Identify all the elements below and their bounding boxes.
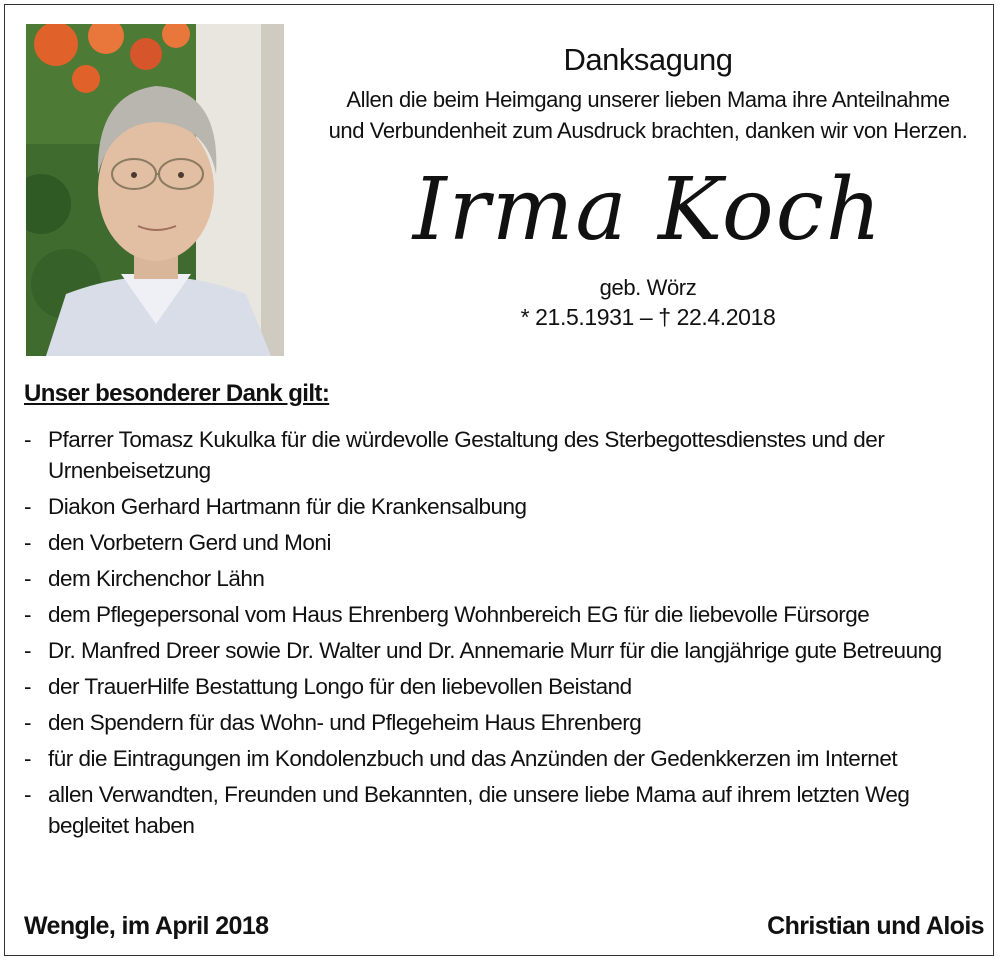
life-dates: * 21.5.1931 – † 22.4.2018 — [520, 304, 776, 330]
list-item: - den Vorbetern Gerd und Moni — [24, 527, 984, 558]
list-item: - Pfarrer Tomasz Kukulka für die würdevolle Gestaltung des Sterbegottesdienstes und der Urnenbeisetzung — [24, 424, 984, 486]
notice-title: Danksagung — [563, 42, 733, 77]
intro-text — [300, 84, 996, 146]
intro-line: und Verbundenheit zum Ausdruck brachten, danken wir von Herzen. — [328, 118, 968, 143]
list-item: - allen Verwandten, Freunden und Bekannten, die unsere liebe Mama auf ihrem letzten Weg begleitet haben — [24, 779, 984, 841]
portrait-photo — [26, 24, 284, 356]
place-date: Wengle, im April 2018 — [24, 912, 269, 940]
thanks-heading: Unser besonderer Dank gilt: — [24, 380, 330, 407]
list-item: - für die Eintragungen im Kondolenzbuch und das Anzünden der Gedenkkerzen im Internet — [24, 743, 984, 774]
list-item: - dem Pflegepersonal vom Haus Ehrenberg Wohnbereich EG für die liebevolle Fürsorge — [24, 599, 984, 630]
deceased-name: Irma Koch — [412, 160, 884, 260]
maiden-name: geb. Wörz — [599, 275, 697, 300]
list-item: - dem Kirchenchor Lähn — [24, 563, 984, 594]
intro-line: Allen die beim Heimgang unserer lieben Mama ihre Anteilnahme — [346, 87, 950, 112]
header-block — [300, 40, 996, 332]
footer — [24, 912, 984, 941]
list-item: - Dr. Manfred Dreer sowie Dr. Walter und Dr. Annemarie Murr für die langjährige gute Betreuung — [24, 635, 984, 666]
list-item: - Diakon Gerhard Hartmann für die Krankensalbung — [24, 491, 984, 522]
list-item: - den Spendern für das Wohn- und Pflegeheim Haus Ehrenberg — [24, 707, 984, 738]
list-item: - der TrauerHilfe Bestattung Longo für den liebevollen Beistand — [24, 671, 984, 702]
thanks-list — [24, 424, 984, 846]
signatures: Christian und Alois — [767, 912, 984, 940]
